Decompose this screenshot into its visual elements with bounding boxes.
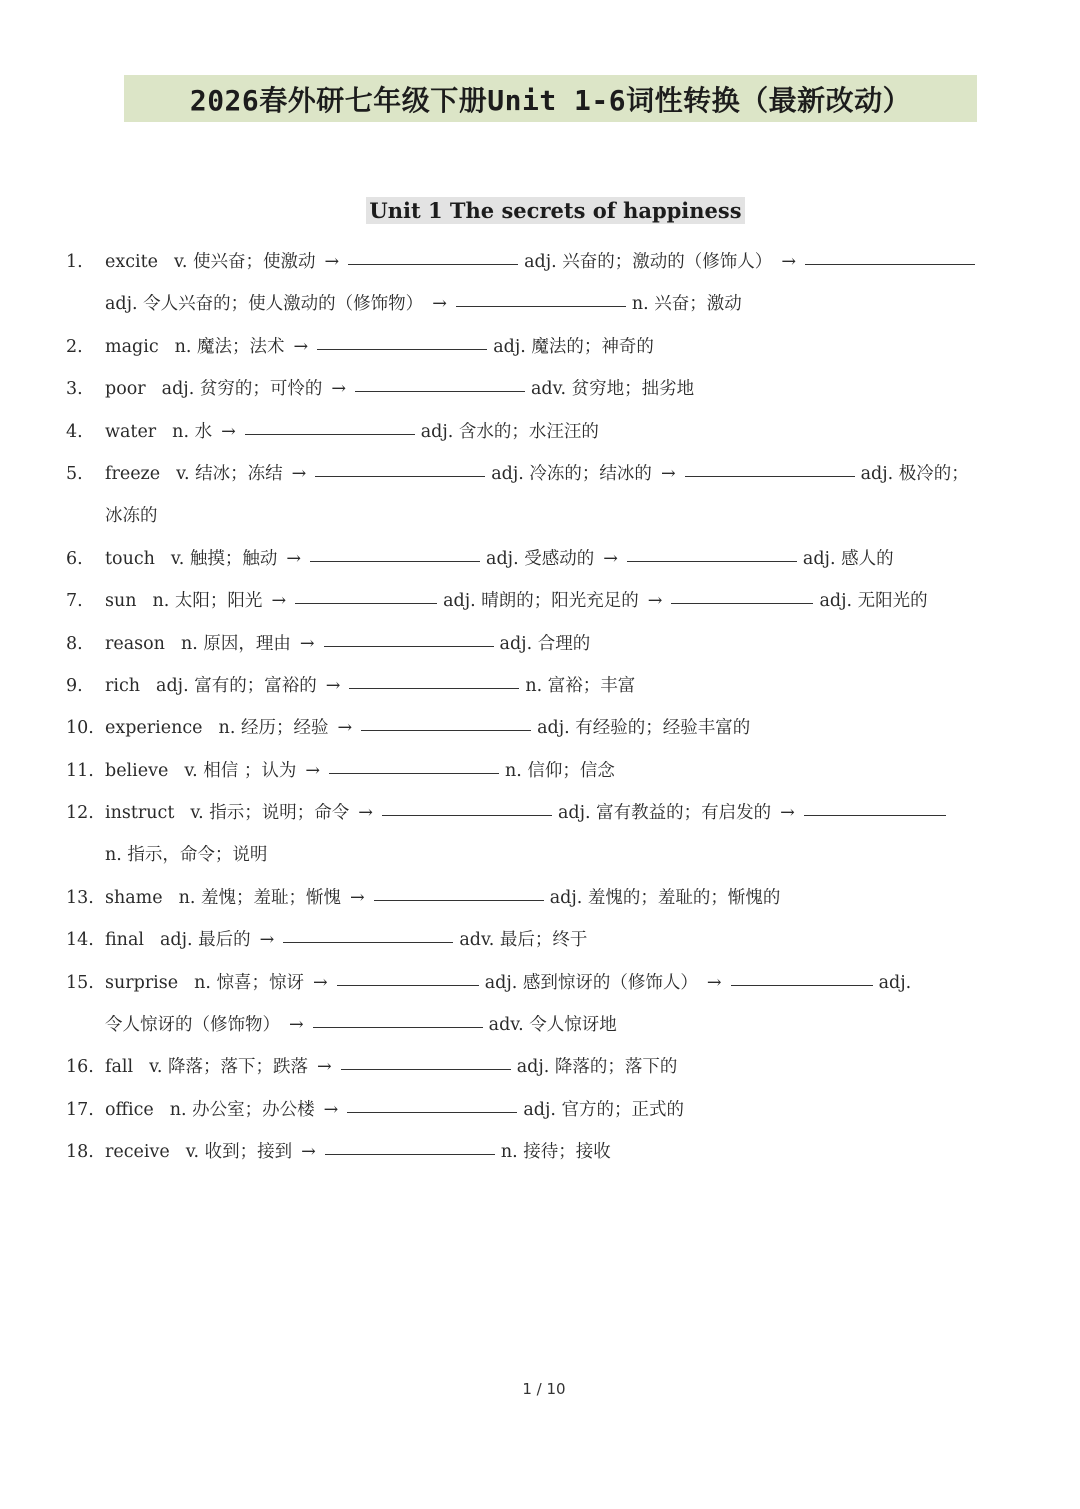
list-item	[66, 241, 1016, 283]
arrow-icon: →	[259, 930, 275, 951]
target-definition: adj. 兴奋的；激动的（修饰人）	[524, 252, 773, 272]
continuation-definition: adj. 令人兴奋的；使人激动的（修饰物）	[105, 294, 424, 315]
item-number: 7.	[66, 591, 83, 612]
arrow-icon: →	[660, 463, 676, 484]
answer-blank[interactable]	[355, 390, 525, 392]
answer-blank[interactable]	[245, 433, 415, 435]
item-definition: v. 使兴奋；使激动	[174, 252, 316, 272]
item-word: believe	[105, 760, 169, 781]
arrow-icon: →	[299, 633, 315, 654]
answer-blank[interactable]	[627, 560, 797, 562]
list-item-continuation	[66, 1004, 1016, 1046]
item-word: receive	[105, 1142, 170, 1163]
arrow-icon: →	[432, 294, 447, 315]
target-definition: adj. 降落的；落下的	[516, 1057, 678, 1078]
target-definition: adj. 官方的；正式的	[523, 1099, 684, 1120]
item-definition: adj. 最后的	[159, 930, 251, 951]
list-item	[66, 1089, 1016, 1131]
list-item	[66, 1046, 1016, 1088]
list-item-continuation	[66, 495, 1016, 537]
target-definition: n. 信仰；信念	[505, 760, 615, 781]
item-definition: n. 魔法；法术	[174, 336, 285, 357]
item-word: surprise	[105, 972, 179, 993]
answer-blank[interactable]	[315, 475, 485, 477]
arrow-icon: →	[324, 252, 340, 272]
item-word: rich	[105, 675, 141, 696]
arrow-icon: →	[286, 548, 302, 569]
list-item	[66, 792, 1016, 834]
item-word: water	[105, 421, 157, 442]
item-word: touch	[105, 548, 155, 569]
item-word: poor	[105, 379, 146, 400]
arrow-icon: →	[221, 421, 236, 442]
arrow-icon: →	[350, 887, 365, 908]
arrow-icon: →	[647, 591, 663, 612]
item-word: experience	[105, 718, 203, 739]
list-item	[66, 453, 1016, 495]
answer-blank[interactable]	[324, 645, 494, 647]
target-definition: adj. 魔法的；神奇的	[493, 336, 654, 357]
answer-blank[interactable]	[671, 602, 813, 604]
target-definition: adj. 无阳光的	[819, 591, 928, 612]
arrow-icon: →	[603, 548, 618, 569]
item-number: 10.	[66, 718, 94, 739]
vocab-list	[66, 241, 1016, 1174]
answer-blank[interactable]	[337, 984, 479, 986]
item-definition: v. 收到；接到	[185, 1142, 293, 1163]
list-item	[66, 877, 1016, 919]
answer-blank[interactable]	[341, 1068, 511, 1070]
item-definition: v. 结冰；冻结	[176, 463, 283, 484]
item-definition: adj. 富有的；富裕的	[156, 675, 317, 696]
document-title: 2026春外研七年级下册Unit 1-6词性转换（最新改动）	[189, 83, 912, 117]
list-item-continuation	[66, 834, 1016, 876]
item-number: 4.	[66, 421, 83, 442]
target-definition: adj. 合理的	[499, 633, 591, 654]
item-number: 13.	[66, 887, 94, 908]
list-item-continuation	[66, 283, 1016, 325]
arrow-icon: →	[337, 718, 353, 739]
answer-blank[interactable]	[348, 263, 518, 265]
target-definition: adj. 富有教益的；有启发的	[557, 803, 772, 824]
target-definition: adj.	[878, 972, 912, 993]
item-number: 11.	[66, 760, 94, 781]
arrow-icon: →	[331, 379, 346, 400]
item-word: excite	[105, 252, 159, 272]
answer-blank[interactable]	[329, 772, 499, 774]
answer-blank[interactable]	[349, 687, 519, 689]
item-definition: n. 办公室；办公楼	[169, 1099, 315, 1120]
arrow-icon: →	[293, 336, 309, 357]
item-definition: n. 羞愧；羞耻；惭愧	[178, 887, 342, 908]
target-definition: adv. 令人惊讶地	[488, 1015, 617, 1036]
item-definition: n. 经历；经验	[218, 718, 329, 739]
item-number: 17.	[66, 1099, 94, 1120]
target-definition: adj. 羞愧的；羞耻的；惭愧的	[549, 887, 781, 908]
item-number: 18.	[66, 1142, 94, 1163]
list-item	[66, 368, 1016, 410]
item-word: final	[105, 930, 144, 951]
list-item	[66, 707, 1016, 749]
item-word: instruct	[105, 803, 175, 824]
item-word: fall	[105, 1057, 134, 1078]
list-item	[66, 411, 1016, 453]
item-number: 5.	[66, 463, 83, 484]
list-item	[66, 750, 1016, 792]
document-title-bar	[124, 75, 977, 122]
target-definition: n. 兴奋；激动	[631, 294, 742, 315]
item-word: freeze	[105, 463, 161, 484]
item-word: office	[105, 1099, 154, 1120]
item-word: reason	[105, 633, 165, 654]
answer-blank[interactable]	[295, 602, 437, 604]
arrow-icon: →	[301, 1142, 316, 1163]
answer-blank[interactable]	[382, 814, 552, 816]
item-word: magic	[105, 336, 159, 357]
target-definition: n. 富裕；丰富	[525, 675, 636, 696]
target-definition: adj. 感到惊讶的（修饰人）	[484, 972, 698, 993]
arrow-icon: →	[289, 1015, 304, 1036]
unit-heading	[0, 197, 1080, 224]
target-definition: adv. 贫穷地；拙劣地	[531, 379, 695, 400]
target-definition: adj. 有经验的；经验丰富的	[537, 718, 751, 739]
item-number: 16.	[66, 1057, 94, 1078]
item-definition: v. 降落；落下；跌落	[149, 1057, 309, 1078]
continuation-definition: 冰冻的	[105, 506, 158, 527]
target-definition: adj. 受感动的	[486, 548, 595, 569]
target-definition: adv. 最后；终于	[459, 930, 588, 951]
list-item	[66, 580, 1016, 622]
answer-blank[interactable]	[283, 941, 453, 943]
arrow-icon: →	[358, 803, 373, 824]
answer-blank[interactable]	[374, 899, 544, 901]
item-number: 12.	[66, 803, 94, 824]
list-item	[66, 538, 1016, 580]
item-definition: v. 触摸；触动	[170, 548, 278, 569]
answer-blank[interactable]	[804, 814, 946, 816]
answer-blank[interactable]	[685, 475, 855, 477]
item-number: 15.	[66, 972, 94, 993]
item-definition: v. 相信 ；认为	[184, 760, 297, 781]
list-item	[66, 665, 1016, 707]
item-number: 9.	[66, 675, 83, 696]
list-item	[66, 623, 1016, 665]
continuation-definition: n. 指示，命令；说明	[105, 845, 268, 866]
item-word: shame	[105, 887, 163, 908]
page-number: 1 / 10	[522, 1380, 566, 1398]
target-definition: adj. 冷冻的；结冰的	[491, 463, 652, 484]
arrow-icon: →	[271, 591, 287, 612]
item-definition: n. 惊喜；惊讶	[194, 972, 305, 993]
list-item	[66, 326, 1016, 368]
target-definition: adj. 极冷的；	[860, 463, 969, 484]
item-definition: n. 原因，理由	[180, 633, 291, 654]
arrow-icon: →	[313, 972, 328, 993]
answer-blank[interactable]	[805, 263, 975, 265]
item-number: 6.	[66, 548, 83, 569]
arrow-icon: →	[706, 972, 722, 993]
target-definition: adj. 晴朗的；阳光充足的	[443, 591, 639, 612]
list-item	[66, 919, 1016, 961]
continuation-definition: 令人惊讶的（修饰物）	[105, 1015, 280, 1036]
list-item	[66, 962, 1016, 1004]
arrow-icon: →	[291, 463, 307, 484]
arrow-icon: →	[317, 1057, 332, 1078]
item-number: 14.	[66, 930, 94, 951]
arrow-icon: →	[780, 803, 795, 824]
answer-blank[interactable]	[325, 1153, 495, 1155]
answer-blank[interactable]	[317, 348, 487, 350]
target-definition: n. 接待；接收	[500, 1142, 611, 1163]
arrow-icon: →	[325, 675, 341, 696]
item-number: 2.	[66, 336, 83, 357]
item-number: 8.	[66, 633, 83, 654]
answer-blank[interactable]	[347, 1111, 517, 1113]
answer-blank[interactable]	[456, 305, 626, 307]
item-definition: n. 太阳；阳光	[152, 591, 263, 612]
answer-blank[interactable]	[361, 729, 531, 731]
target-definition: adj. 感人的	[802, 548, 894, 569]
list-item	[66, 1131, 1016, 1173]
unit-heading-text: Unit 1 The secrets of happiness	[366, 197, 744, 224]
arrow-icon: →	[781, 252, 796, 272]
target-definition: adj. 含水的；水汪汪的	[420, 421, 599, 442]
item-word: sun	[105, 591, 137, 612]
answer-blank[interactable]	[310, 560, 480, 562]
item-number: 1.	[66, 252, 83, 272]
answer-blank[interactable]	[313, 1026, 483, 1028]
arrow-icon: →	[305, 760, 321, 781]
item-definition: adj. 贫穷的；可怜的	[161, 379, 323, 400]
answer-blank[interactable]	[731, 984, 873, 986]
item-definition: v. 指示；说明；命令	[190, 803, 350, 824]
item-number: 3.	[66, 379, 83, 400]
item-definition: n. 水	[172, 421, 213, 442]
arrow-icon: →	[323, 1099, 339, 1120]
